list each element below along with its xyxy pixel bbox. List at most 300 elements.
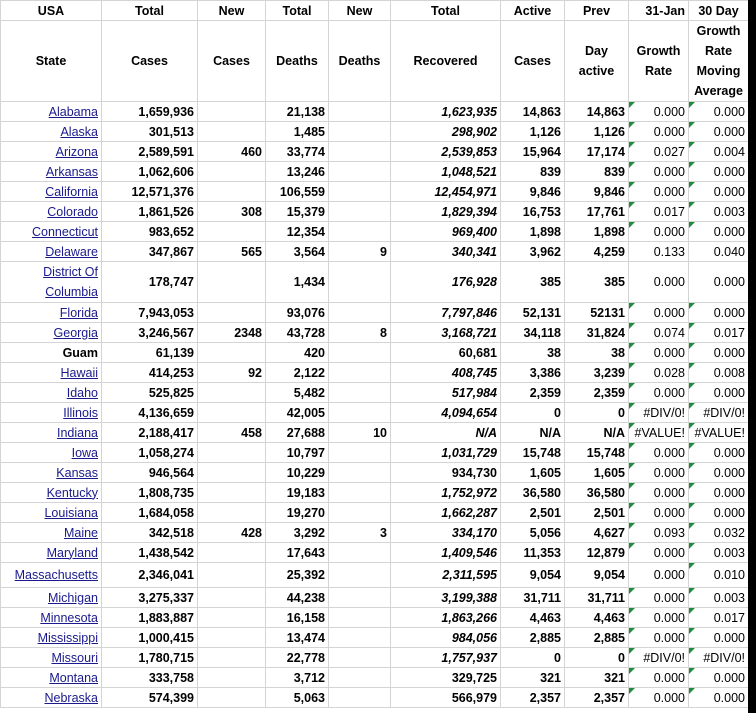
state-name-cell[interactable]: Massachusetts	[1, 563, 102, 588]
new-cases-cell[interactable]	[198, 483, 266, 503]
prev-cell[interactable]: N/A	[565, 423, 629, 443]
new-deaths-cell[interactable]	[329, 142, 391, 162]
state-name-cell[interactable]: Kansas	[1, 463, 102, 483]
recovered-cell[interactable]: 2,311,595	[391, 563, 501, 588]
recovered-cell[interactable]: 1,031,729	[391, 443, 501, 463]
active-cell[interactable]: 321	[501, 668, 565, 688]
prev-cell[interactable]: 0	[565, 403, 629, 423]
header-cell[interactable]: Growth Rate	[629, 21, 689, 102]
new-deaths-cell[interactable]	[329, 303, 391, 323]
new-deaths-cell[interactable]	[329, 202, 391, 222]
growth-cell[interactable]: 0.074	[629, 323, 689, 343]
total-deaths-cell[interactable]: 33,774	[266, 142, 329, 162]
state-name-cell[interactable]: Florida	[1, 303, 102, 323]
avg-cell[interactable]: 0.000	[689, 222, 749, 242]
growth-cell[interactable]: 0.000	[629, 668, 689, 688]
total-cases-cell[interactable]: 3,246,567	[102, 323, 198, 343]
new-cases-cell[interactable]	[198, 182, 266, 202]
prev-cell[interactable]: 4,627	[565, 523, 629, 543]
state-name-cell[interactable]: Indiana	[1, 423, 102, 443]
avg-cell[interactable]: 0.017	[689, 323, 749, 343]
total-cases-cell[interactable]: 342,518	[102, 523, 198, 543]
active-cell[interactable]: 5,056	[501, 523, 565, 543]
new-deaths-cell[interactable]	[329, 383, 391, 403]
avg-cell[interactable]: 0.040	[689, 242, 749, 262]
growth-cell[interactable]: #VALUE!	[629, 423, 689, 443]
new-cases-cell[interactable]: 92	[198, 363, 266, 383]
growth-cell[interactable]: 0.028	[629, 363, 689, 383]
recovered-cell[interactable]: 1,757,937	[391, 648, 501, 668]
total-deaths-cell[interactable]: 44,238	[266, 588, 329, 608]
growth-cell[interactable]: 0.000	[629, 222, 689, 242]
new-cases-cell[interactable]	[198, 122, 266, 142]
total-cases-cell[interactable]: 347,867	[102, 242, 198, 262]
new-cases-cell[interactable]: 460	[198, 142, 266, 162]
state-name-cell[interactable]: Alabama	[1, 102, 102, 122]
active-cell[interactable]: 2,359	[501, 383, 565, 403]
total-deaths-cell[interactable]: 3,712	[266, 668, 329, 688]
avg-cell[interactable]: 0.000	[689, 102, 749, 122]
recovered-cell[interactable]: 1,623,935	[391, 102, 501, 122]
avg-cell[interactable]: 0.000	[689, 668, 749, 688]
active-cell[interactable]: 1,126	[501, 122, 565, 142]
total-cases-cell[interactable]: 1,861,526	[102, 202, 198, 222]
avg-cell[interactable]: 0.000	[689, 483, 749, 503]
growth-cell[interactable]: 0.000	[629, 162, 689, 182]
prev-cell[interactable]: 1,605	[565, 463, 629, 483]
new-deaths-cell[interactable]	[329, 563, 391, 588]
header-cell[interactable]: Cases	[102, 21, 198, 102]
avg-cell[interactable]: 0.003	[689, 588, 749, 608]
total-cases-cell[interactable]: 946,564	[102, 463, 198, 483]
new-deaths-cell[interactable]	[329, 343, 391, 363]
state-name-cell[interactable]: Nebraska	[1, 688, 102, 708]
new-deaths-cell[interactable]	[329, 122, 391, 142]
state-name-cell[interactable]: Guam	[1, 343, 102, 363]
total-cases-cell[interactable]: 1,883,887	[102, 608, 198, 628]
total-deaths-cell[interactable]: 25,392	[266, 563, 329, 588]
new-cases-cell[interactable]	[198, 343, 266, 363]
growth-cell[interactable]: 0.000	[629, 383, 689, 403]
header-cell[interactable]: State	[1, 21, 102, 102]
header-cell[interactable]: Deaths	[329, 21, 391, 102]
total-deaths-cell[interactable]: 1,485	[266, 122, 329, 142]
growth-cell[interactable]: 0.000	[629, 688, 689, 708]
recovered-cell[interactable]: 517,984	[391, 383, 501, 403]
recovered-cell[interactable]: 1,662,287	[391, 503, 501, 523]
header-cell[interactable]: Day active	[565, 21, 629, 102]
state-name-cell[interactable]: Alaska	[1, 122, 102, 142]
state-name-cell[interactable]: Idaho	[1, 383, 102, 403]
growth-cell[interactable]: 0.000	[629, 122, 689, 142]
growth-cell[interactable]: 0.000	[629, 588, 689, 608]
active-cell[interactable]: 9,054	[501, 563, 565, 588]
new-deaths-cell[interactable]	[329, 483, 391, 503]
total-cases-cell[interactable]: 301,513	[102, 122, 198, 142]
new-deaths-cell[interactable]	[329, 588, 391, 608]
active-cell[interactable]: 14,863	[501, 102, 565, 122]
prev-cell[interactable]: 839	[565, 162, 629, 182]
total-cases-cell[interactable]: 1,659,936	[102, 102, 198, 122]
growth-cell[interactable]: 0.000	[629, 262, 689, 303]
total-deaths-cell[interactable]: 16,158	[266, 608, 329, 628]
active-cell[interactable]: 16,753	[501, 202, 565, 222]
total-cases-cell[interactable]: 2,346,041	[102, 563, 198, 588]
new-cases-cell[interactable]	[198, 608, 266, 628]
avg-cell[interactable]: 0.003	[689, 543, 749, 563]
active-cell[interactable]: 15,748	[501, 443, 565, 463]
growth-cell[interactable]: 0.000	[629, 102, 689, 122]
total-deaths-cell[interactable]: 3,564	[266, 242, 329, 262]
growth-cell[interactable]: 0.133	[629, 242, 689, 262]
recovered-cell[interactable]: 3,199,388	[391, 588, 501, 608]
growth-cell[interactable]: 0.000	[629, 608, 689, 628]
prev-cell[interactable]: 52131	[565, 303, 629, 323]
total-deaths-cell[interactable]: 13,246	[266, 162, 329, 182]
active-cell[interactable]: 52,131	[501, 303, 565, 323]
total-cases-cell[interactable]: 2,188,417	[102, 423, 198, 443]
new-cases-cell[interactable]	[198, 262, 266, 303]
header-cell[interactable]: Growth Rate Moving Average	[689, 21, 749, 102]
avg-cell[interactable]: 0.000	[689, 182, 749, 202]
prev-cell[interactable]: 31,711	[565, 588, 629, 608]
state-name-cell[interactable]: Iowa	[1, 443, 102, 463]
recovered-cell[interactable]: 334,170	[391, 523, 501, 543]
avg-cell[interactable]: 0.000	[689, 463, 749, 483]
header-cell[interactable]: Cases	[198, 21, 266, 102]
total-deaths-cell[interactable]: 42,005	[266, 403, 329, 423]
total-deaths-cell[interactable]: 3,292	[266, 523, 329, 543]
recovered-cell[interactable]: 340,341	[391, 242, 501, 262]
recovered-cell[interactable]: 1,863,266	[391, 608, 501, 628]
avg-cell[interactable]: 0.000	[689, 122, 749, 142]
active-cell[interactable]: 3,962	[501, 242, 565, 262]
header-cell[interactable]: Recovered	[391, 21, 501, 102]
new-cases-cell[interactable]: 458	[198, 423, 266, 443]
avg-cell[interactable]: #VALUE!	[689, 423, 749, 443]
header-cell[interactable]: Total	[391, 1, 501, 21]
total-deaths-cell[interactable]: 15,379	[266, 202, 329, 222]
new-deaths-cell[interactable]: 3	[329, 523, 391, 543]
new-deaths-cell[interactable]	[329, 182, 391, 202]
state-name-cell[interactable]: Mississippi	[1, 628, 102, 648]
avg-cell[interactable]: 0.000	[689, 262, 749, 303]
prev-cell[interactable]: 1,126	[565, 122, 629, 142]
prev-cell[interactable]: 4,463	[565, 608, 629, 628]
growth-cell[interactable]: 0.000	[629, 182, 689, 202]
recovered-cell[interactable]: 7,797,846	[391, 303, 501, 323]
total-deaths-cell[interactable]: 5,482	[266, 383, 329, 403]
header-cell[interactable]: New	[198, 1, 266, 21]
growth-cell[interactable]: 0.027	[629, 142, 689, 162]
total-cases-cell[interactable]: 333,758	[102, 668, 198, 688]
new-cases-cell[interactable]	[198, 303, 266, 323]
new-cases-cell[interactable]	[198, 648, 266, 668]
total-deaths-cell[interactable]: 21,138	[266, 102, 329, 122]
total-cases-cell[interactable]: 1,780,715	[102, 648, 198, 668]
growth-cell[interactable]: 0.000	[629, 503, 689, 523]
avg-cell[interactable]: 0.008	[689, 363, 749, 383]
total-cases-cell[interactable]: 1,438,542	[102, 543, 198, 563]
header-cell[interactable]: Active	[501, 1, 565, 21]
active-cell[interactable]: 1,898	[501, 222, 565, 242]
new-cases-cell[interactable]	[198, 403, 266, 423]
prev-cell[interactable]: 9,054	[565, 563, 629, 588]
prev-cell[interactable]: 2,359	[565, 383, 629, 403]
state-name-cell[interactable]: Kentucky	[1, 483, 102, 503]
new-cases-cell[interactable]	[198, 668, 266, 688]
new-deaths-cell[interactable]	[329, 102, 391, 122]
prev-cell[interactable]: 385	[565, 262, 629, 303]
total-cases-cell[interactable]: 574,399	[102, 688, 198, 708]
header-cell[interactable]: Cases	[501, 21, 565, 102]
state-name-cell[interactable]: Michigan	[1, 588, 102, 608]
header-cell[interactable]: Prev	[565, 1, 629, 21]
new-deaths-cell[interactable]: 10	[329, 423, 391, 443]
new-deaths-cell[interactable]	[329, 162, 391, 182]
state-name-cell[interactable]: Colorado	[1, 202, 102, 222]
prev-cell[interactable]: 36,580	[565, 483, 629, 503]
prev-cell[interactable]: 14,863	[565, 102, 629, 122]
avg-cell[interactable]: 0.000	[689, 443, 749, 463]
total-deaths-cell[interactable]: 12,354	[266, 222, 329, 242]
new-deaths-cell[interactable]: 9	[329, 242, 391, 262]
new-cases-cell[interactable]	[198, 463, 266, 483]
header-cell[interactable]: Deaths	[266, 21, 329, 102]
total-cases-cell[interactable]: 1,808,735	[102, 483, 198, 503]
new-cases-cell[interactable]	[198, 588, 266, 608]
new-deaths-cell[interactable]	[329, 608, 391, 628]
state-name-cell[interactable]: Delaware	[1, 242, 102, 262]
recovered-cell[interactable]: 1,752,972	[391, 483, 501, 503]
active-cell[interactable]: 9,846	[501, 182, 565, 202]
total-cases-cell[interactable]: 1,062,606	[102, 162, 198, 182]
avg-cell[interactable]: 0.000	[689, 162, 749, 182]
avg-cell[interactable]: 0.000	[689, 383, 749, 403]
new-deaths-cell[interactable]	[329, 648, 391, 668]
total-deaths-cell[interactable]: 13,474	[266, 628, 329, 648]
prev-cell[interactable]: 9,846	[565, 182, 629, 202]
state-name-cell[interactable]: Arkansas	[1, 162, 102, 182]
total-deaths-cell[interactable]: 43,728	[266, 323, 329, 343]
growth-cell[interactable]: 0.017	[629, 202, 689, 222]
new-deaths-cell[interactable]	[329, 628, 391, 648]
new-cases-cell[interactable]	[198, 102, 266, 122]
growth-cell[interactable]: 0.000	[629, 483, 689, 503]
avg-cell[interactable]: 0.017	[689, 608, 749, 628]
new-cases-cell[interactable]: 565	[198, 242, 266, 262]
recovered-cell[interactable]: 12,454,971	[391, 182, 501, 202]
state-name-cell[interactable]: Maine	[1, 523, 102, 543]
recovered-cell[interactable]: 408,745	[391, 363, 501, 383]
prev-cell[interactable]: 15,748	[565, 443, 629, 463]
recovered-cell[interactable]: 176,928	[391, 262, 501, 303]
active-cell[interactable]: 2,885	[501, 628, 565, 648]
prev-cell[interactable]: 38	[565, 343, 629, 363]
recovered-cell[interactable]: 329,725	[391, 668, 501, 688]
new-deaths-cell[interactable]	[329, 668, 391, 688]
new-deaths-cell[interactable]: 8	[329, 323, 391, 343]
new-cases-cell[interactable]	[198, 563, 266, 588]
total-cases-cell[interactable]: 1,058,274	[102, 443, 198, 463]
active-cell[interactable]: 2,357	[501, 688, 565, 708]
new-cases-cell[interactable]: 2348	[198, 323, 266, 343]
active-cell[interactable]: 0	[501, 403, 565, 423]
new-deaths-cell[interactable]	[329, 503, 391, 523]
prev-cell[interactable]: 321	[565, 668, 629, 688]
growth-cell[interactable]: 0.000	[629, 463, 689, 483]
total-deaths-cell[interactable]: 1,434	[266, 262, 329, 303]
total-deaths-cell[interactable]: 19,270	[266, 503, 329, 523]
total-deaths-cell[interactable]: 420	[266, 343, 329, 363]
header-cell[interactable]: 30 Day	[689, 1, 749, 21]
new-deaths-cell[interactable]	[329, 543, 391, 563]
new-deaths-cell[interactable]	[329, 463, 391, 483]
total-deaths-cell[interactable]: 22,778	[266, 648, 329, 668]
header-cell[interactable]: USA	[1, 1, 102, 21]
state-name-cell[interactable]: Connecticut	[1, 222, 102, 242]
total-deaths-cell[interactable]: 10,229	[266, 463, 329, 483]
growth-cell[interactable]: 0.093	[629, 523, 689, 543]
prev-cell[interactable]: 1,898	[565, 222, 629, 242]
total-deaths-cell[interactable]: 27,688	[266, 423, 329, 443]
avg-cell[interactable]: #DIV/0!	[689, 403, 749, 423]
prev-cell[interactable]: 31,824	[565, 323, 629, 343]
total-deaths-cell[interactable]: 5,063	[266, 688, 329, 708]
prev-cell[interactable]: 17,174	[565, 142, 629, 162]
recovered-cell[interactable]: 984,056	[391, 628, 501, 648]
state-name-cell[interactable]: Arizona	[1, 142, 102, 162]
recovered-cell[interactable]: 934,730	[391, 463, 501, 483]
avg-cell[interactable]: 0.032	[689, 523, 749, 543]
prev-cell[interactable]: 2,501	[565, 503, 629, 523]
new-cases-cell[interactable]	[198, 162, 266, 182]
avg-cell[interactable]: 0.000	[689, 503, 749, 523]
avg-cell[interactable]: 0.010	[689, 563, 749, 588]
header-cell[interactable]: New	[329, 1, 391, 21]
prev-cell[interactable]: 2,357	[565, 688, 629, 708]
new-cases-cell[interactable]: 428	[198, 523, 266, 543]
total-cases-cell[interactable]: 4,136,659	[102, 403, 198, 423]
recovered-cell[interactable]: 60,681	[391, 343, 501, 363]
recovered-cell[interactable]: 969,400	[391, 222, 501, 242]
state-name-cell[interactable]: Hawaii	[1, 363, 102, 383]
state-name-cell[interactable]: Georgia	[1, 323, 102, 343]
growth-cell[interactable]: 0.000	[629, 303, 689, 323]
state-name-cell[interactable]: Montana	[1, 668, 102, 688]
growth-cell[interactable]: 0.000	[629, 543, 689, 563]
total-cases-cell[interactable]: 2,589,591	[102, 142, 198, 162]
growth-cell[interactable]: 0.000	[629, 628, 689, 648]
active-cell[interactable]: 2,501	[501, 503, 565, 523]
total-cases-cell[interactable]: 983,652	[102, 222, 198, 242]
active-cell[interactable]: 31,711	[501, 588, 565, 608]
recovered-cell[interactable]: 298,902	[391, 122, 501, 142]
avg-cell[interactable]: 0.004	[689, 142, 749, 162]
avg-cell[interactable]: 0.000	[689, 688, 749, 708]
header-cell[interactable]: Total	[266, 1, 329, 21]
total-cases-cell[interactable]: 1,000,415	[102, 628, 198, 648]
total-cases-cell[interactable]: 1,684,058	[102, 503, 198, 523]
new-cases-cell[interactable]	[198, 443, 266, 463]
new-deaths-cell[interactable]	[329, 688, 391, 708]
new-cases-cell[interactable]: 308	[198, 202, 266, 222]
active-cell[interactable]: N/A	[501, 423, 565, 443]
new-cases-cell[interactable]	[198, 222, 266, 242]
avg-cell[interactable]: 0.000	[689, 343, 749, 363]
state-name-cell[interactable]: California	[1, 182, 102, 202]
total-cases-cell[interactable]: 61,139	[102, 343, 198, 363]
total-cases-cell[interactable]: 178,747	[102, 262, 198, 303]
recovered-cell[interactable]: 4,094,654	[391, 403, 501, 423]
prev-cell[interactable]: 17,761	[565, 202, 629, 222]
new-cases-cell[interactable]	[198, 543, 266, 563]
state-name-cell[interactable]: District Of Columbia	[1, 262, 102, 303]
active-cell[interactable]: 385	[501, 262, 565, 303]
avg-cell[interactable]: #DIV/0!	[689, 648, 749, 668]
prev-cell[interactable]: 4,259	[565, 242, 629, 262]
growth-cell[interactable]: #DIV/0!	[629, 403, 689, 423]
avg-cell[interactable]: 0.000	[689, 303, 749, 323]
total-cases-cell[interactable]: 7,943,053	[102, 303, 198, 323]
active-cell[interactable]: 1,605	[501, 463, 565, 483]
prev-cell[interactable]: 2,885	[565, 628, 629, 648]
new-deaths-cell[interactable]	[329, 403, 391, 423]
recovered-cell[interactable]: N/A	[391, 423, 501, 443]
avg-cell[interactable]: 0.000	[689, 628, 749, 648]
recovered-cell[interactable]: 2,539,853	[391, 142, 501, 162]
active-cell[interactable]: 38	[501, 343, 565, 363]
new-cases-cell[interactable]	[198, 688, 266, 708]
total-deaths-cell[interactable]: 106,559	[266, 182, 329, 202]
new-cases-cell[interactable]	[198, 628, 266, 648]
state-name-cell[interactable]: Illinois	[1, 403, 102, 423]
total-deaths-cell[interactable]: 19,183	[266, 483, 329, 503]
total-cases-cell[interactable]: 525,825	[102, 383, 198, 403]
active-cell[interactable]: 36,580	[501, 483, 565, 503]
header-cell[interactable]: Total	[102, 1, 198, 21]
prev-cell[interactable]: 12,879	[565, 543, 629, 563]
new-deaths-cell[interactable]	[329, 222, 391, 242]
total-deaths-cell[interactable]: 93,076	[266, 303, 329, 323]
recovered-cell[interactable]: 1,829,394	[391, 202, 501, 222]
active-cell[interactable]: 4,463	[501, 608, 565, 628]
prev-cell[interactable]: 0	[565, 648, 629, 668]
prev-cell[interactable]: 3,239	[565, 363, 629, 383]
growth-cell[interactable]: 0.000	[629, 443, 689, 463]
total-deaths-cell[interactable]: 2,122	[266, 363, 329, 383]
active-cell[interactable]: 839	[501, 162, 565, 182]
avg-cell[interactable]: 0.003	[689, 202, 749, 222]
total-cases-cell[interactable]: 3,275,337	[102, 588, 198, 608]
active-cell[interactable]: 0	[501, 648, 565, 668]
state-name-cell[interactable]: Maryland	[1, 543, 102, 563]
recovered-cell[interactable]: 1,409,546	[391, 543, 501, 563]
header-cell[interactable]: 31-Jan	[629, 1, 689, 21]
state-name-cell[interactable]: Louisiana	[1, 503, 102, 523]
total-cases-cell[interactable]: 12,571,376	[102, 182, 198, 202]
state-name-cell[interactable]: Minnesota	[1, 608, 102, 628]
active-cell[interactable]: 15,964	[501, 142, 565, 162]
growth-cell[interactable]: 0.000	[629, 343, 689, 363]
growth-cell[interactable]: 0.000	[629, 563, 689, 588]
total-deaths-cell[interactable]: 10,797	[266, 443, 329, 463]
new-deaths-cell[interactable]	[329, 262, 391, 303]
new-cases-cell[interactable]	[198, 503, 266, 523]
new-deaths-cell[interactable]	[329, 443, 391, 463]
total-cases-cell[interactable]: 414,253	[102, 363, 198, 383]
state-name-cell[interactable]: Missouri	[1, 648, 102, 668]
